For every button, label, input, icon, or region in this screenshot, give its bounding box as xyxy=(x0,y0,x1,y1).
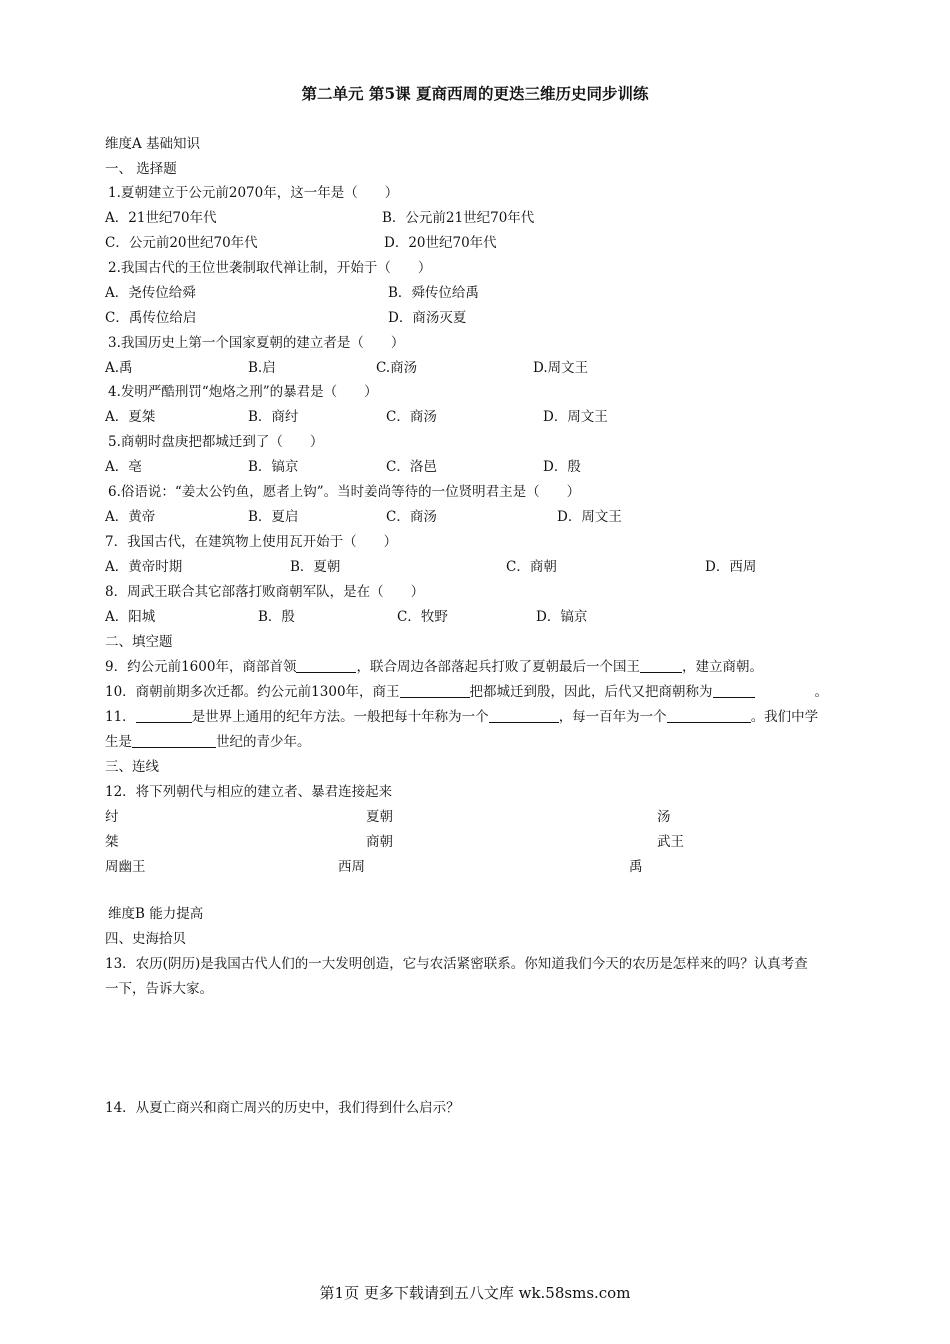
q10-blank-1[interactable] xyxy=(400,683,470,698)
q4-stem: 4.发明严酷刑罚“炮烙之刑”的暴君是（ ） xyxy=(108,384,378,400)
part3-heading: 三、连线 xyxy=(105,759,159,775)
q7-option-d: D．西周 xyxy=(705,559,757,575)
q9-text-1: 9．约公元前1600年，商部首领 xyxy=(105,659,297,675)
q8-option-d: D．镐京 xyxy=(536,609,588,625)
match-left-3: 周幽王 xyxy=(105,859,146,875)
part2-heading: 二、填空题 xyxy=(105,634,173,650)
q9-blank-2[interactable] xyxy=(640,658,682,673)
q3-option-c: C.商汤 xyxy=(376,360,418,376)
q2-option-a: A．尧传位给舜 xyxy=(105,285,196,301)
q10 xyxy=(105,680,828,700)
q6-option-c: C．商汤 xyxy=(386,509,437,525)
q2-option-d: D．商汤灭夏 xyxy=(388,310,467,326)
q1-stem: 1.夏朝建立于公元前2070年，这一年是（ ） xyxy=(108,185,399,201)
section-a-heading: 维度A 基础知识 xyxy=(105,136,201,152)
q5-option-a: A．亳 xyxy=(105,459,142,475)
part4-heading: 四、史海拾贝 xyxy=(105,931,186,947)
q2-option-b: B．舜传位给禹 xyxy=(388,285,479,301)
q1-option-c: C．公元前20世纪70年代 xyxy=(105,235,258,251)
q7-option-c: C．商朝 xyxy=(506,559,557,575)
q8-stem: 8．周武王联合其它部落打败商朝军队，是在（ ） xyxy=(105,584,425,600)
q10-text-3: 。 xyxy=(814,684,829,700)
q4-option-c: C．商汤 xyxy=(386,409,437,425)
q9-text-3: ，建立商朝。 xyxy=(681,659,763,675)
q2-stem: 2.我国古代的王位世袭制取代禅让制，开始于（ ） xyxy=(108,260,432,276)
match-middle-3: 西周 xyxy=(338,859,365,875)
q6-option-d: D．周文王 xyxy=(557,509,622,525)
q4-option-b: B．商纣 xyxy=(248,409,299,425)
q6-option-a: A．黄帝 xyxy=(105,509,156,525)
part1-heading: 一、 选择题 xyxy=(105,161,177,177)
q6-stem: 6.俗语说：“姜太公钓鱼，愿者上钩”。当时姜尚等待的一位贤明君主是（ ） xyxy=(108,484,581,500)
q11-text-4: 。我们中学 xyxy=(750,709,819,725)
q11-blank-4[interactable] xyxy=(132,733,216,748)
match-right-2: 武王 xyxy=(657,834,684,850)
q10-blank-2[interactable] xyxy=(713,683,755,698)
q11-text-1: 11． xyxy=(105,709,136,725)
q10-text-1: 10．商朝前期多次迁都。约公元前1300年，商王 xyxy=(105,684,400,700)
q7-stem: 7．我国古代，在建筑物上使用瓦开始于（ ） xyxy=(105,534,398,550)
q11-text-3: ，每一百年为一个 xyxy=(558,709,667,725)
q1-option-b: B．公元前21世纪70年代 xyxy=(382,210,535,226)
match-middle-1: 夏朝 xyxy=(366,809,393,825)
match-right-1: 汤 xyxy=(657,809,671,825)
q8-option-c: C．牧野 xyxy=(397,609,448,625)
q1-option-d: D．20世纪70年代 xyxy=(384,235,497,251)
q11-blank-3[interactable] xyxy=(667,708,751,723)
page-footer: 第1页 更多下载请到五八文库 wk.58sms.com xyxy=(319,1284,631,1302)
q9-blank-1[interactable] xyxy=(296,658,356,673)
q11-blank-1[interactable] xyxy=(136,708,192,723)
section-b-heading: 维度B 能力提高 xyxy=(108,906,204,922)
q11-text-6: 世纪的青少年。 xyxy=(216,734,311,750)
q14: 14．从夏亡商兴和商亡周兴的历史中，我们得到什么启示？ xyxy=(105,1100,460,1116)
q1-option-a: A．21世纪70年代 xyxy=(105,210,217,226)
q11-text-2: 是世界上通用的纪年方法。一般把每十年称为一个 xyxy=(191,709,489,725)
q11-line-1 xyxy=(105,705,818,725)
q8-option-a: A．阳城 xyxy=(105,609,156,625)
q11-text-5: 生是 xyxy=(105,734,132,750)
q11-blank-2[interactable] xyxy=(489,708,559,723)
q7-option-a: A．黄帝时期 xyxy=(105,559,183,575)
q6-option-b: B．夏启 xyxy=(248,509,299,525)
q11-line-2 xyxy=(105,730,311,750)
q12-stem: 12．将下列朝代与相应的建立者、暴君连接起来 xyxy=(105,784,393,800)
q3-option-d: D.周文王 xyxy=(533,360,589,376)
match-middle-2: 商朝 xyxy=(366,834,393,850)
q5-option-b: B．镐京 xyxy=(248,459,299,475)
q13-line-2: 一下，告诉大家。 xyxy=(105,981,213,997)
q10-text-2: 把都城迁到殷，因此，后代又把商朝称为 xyxy=(469,684,713,700)
q3-option-b: B.启 xyxy=(248,360,276,376)
q4-option-a: A．夏桀 xyxy=(105,409,156,425)
q8-option-b: B．殷 xyxy=(258,609,295,625)
match-left-2: 桀 xyxy=(105,834,119,850)
q3-option-a: A.禹 xyxy=(105,360,133,376)
match-left-1: 纣 xyxy=(105,809,119,825)
q4-option-d: D．周文王 xyxy=(543,409,608,425)
q9-text-2: ，联合周边各部落起兵打败了夏朝最后一个国王 xyxy=(356,659,640,675)
q3-stem: 3.我国历史上第一个国家夏朝的建立者是（ ） xyxy=(108,335,405,351)
q5-option-d: D．殷 xyxy=(543,459,581,475)
q7-option-b: B．夏朝 xyxy=(290,559,341,575)
q2-option-c: C．禹传位给启 xyxy=(105,310,197,326)
q13-line-1: 13．农历(阴历)是我国古代人们的一大发明创造，它与农活紧密联系。你知道我们今天的农历是怎样来的吗？认真考查 xyxy=(105,956,808,972)
q9 xyxy=(105,655,763,675)
q5-stem: 5.商朝时盘庚把都城迁到了（ ） xyxy=(108,434,324,450)
match-right-3: 禹 xyxy=(629,859,643,875)
q5-option-c: C．洛邑 xyxy=(386,459,437,475)
page-title: 第二单元 第5课 夏商西周的更迭三维历史同步训练 xyxy=(301,84,649,103)
